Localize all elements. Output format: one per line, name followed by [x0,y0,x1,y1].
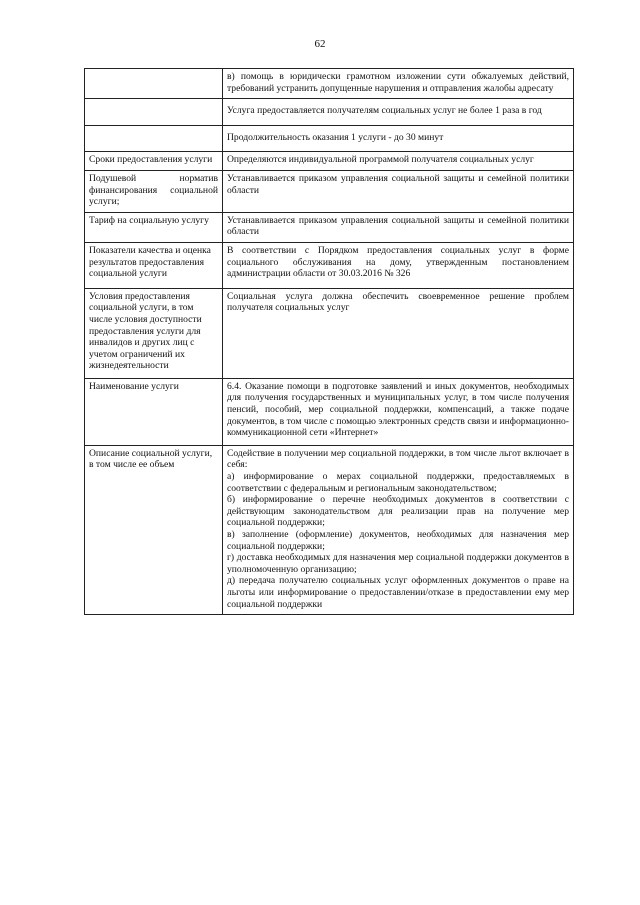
paragraph: Содействие в получении мер социальной поддержки, в том числе льгот включает в себя: [227,447,569,471]
paragraph: б) информирование о перечне необходимых документов в соответствии с действующим законодательством для реализации прав на получение мер социальной поддержки; [227,494,569,529]
row-content [223,170,574,212]
paragraph: д) передача получателю социальных услуг оформленных документов о праве на льготы или информирование о предоставлении/отказе в предоставлении ему мер социальной поддержки [227,575,569,610]
table-row [85,170,574,212]
row-label: Показатели качества и оценка результатов предоставления социальной услуги [85,242,223,288]
row-content [223,152,574,171]
table-row [85,288,574,378]
paragraph: Социальная услуга должна обеспечить своевременное решение проблем получателя социальных услуг [227,290,569,314]
paragraph: Продолжительность оказания 1 услуги - до 30 минут [227,131,444,143]
table-row [85,378,574,445]
paragraph: в) помощь в юридически грамотном изложении сути обжалуемых действий, требований устранить допущенные нарушения и отправления жалобы адресату [227,71,569,94]
row-label [85,99,223,126]
row-label: Описание социальной услуги, в том числе ее объем [85,445,223,614]
paragraph: Устанавливается приказом управления социальной защиты и семейной политики области [227,172,569,196]
paragraph: В соответствии с Порядком предоставления социальных услуг в форме социального обслуживания на дому, утвержденным постановлением администрации области от 30.03.2016 № 326 [227,244,569,280]
paragraph: в) заполнение (оформление) документов, необходимых для назначения мер социальной поддержки; [227,529,569,552]
paragraph: 6.4. Оказание помощи в подготовке заявлений и иных документов, необходимых для получения государственных и муниципальных услуг, в том числе получения пенсий, пособий, мер социальной поддержки, компенсаций, а также подаче документов, в том числе с помощью электронных средств связи и информационно-коммуникационной сети «Интернет» [227,380,569,439]
services-table [84,68,574,615]
row-label: Тариф на социальную услугу [85,212,223,242]
row-content [223,378,574,445]
row-content [223,69,574,99]
page-number: 62 [314,38,326,50]
row-label: Сроки предоставления услуги [85,152,223,171]
table-row [85,99,574,126]
row-label [85,69,223,99]
row-content [223,212,574,242]
row-label [85,125,223,152]
row-label: Подушевой норматив финансирования социальной услуги; [85,170,223,212]
table-row [85,212,574,242]
paragraph: а) информирование о мерах социальной поддержки, предоставляемых в соответствии с федеральным и региональным законодательством; [227,471,569,494]
row-label: Наименование услуги [85,378,223,445]
row-content [223,125,574,152]
table-row [85,69,574,99]
paragraph: г) доставка необходимых для назначения мер социальной поддержки документов в уполномоченную организацию; [227,552,569,575]
table-row [85,242,574,288]
table-row [85,152,574,171]
paragraph: Услуга предоставляется получателям социальных услуг не более 1 раза в год [227,105,542,117]
row-label: Условия предоставления социальной услуги, в том числе условия доступности предоставления услуги для инвалидов и других лиц с учетом ограничений их жизнедеятельности [85,288,223,378]
table-row [85,445,574,614]
paragraph: Устанавливается приказом управления социальной защиты и семейной политики области [227,214,569,238]
row-content [223,242,574,288]
paragraph: Определяются индивидуальной программой получателя социальных услуг [227,154,534,166]
table-row [85,125,574,152]
row-content [223,99,574,126]
row-content [223,288,574,378]
row-content [223,445,574,614]
